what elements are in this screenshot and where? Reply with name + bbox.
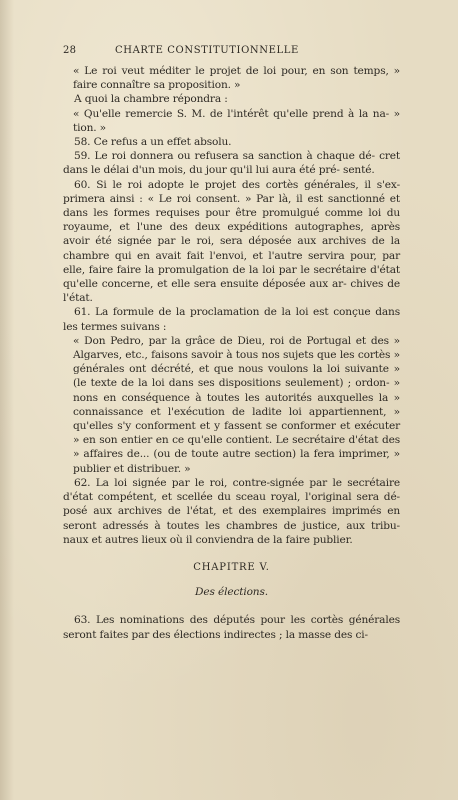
article-58: 58. Ce refus a un effet absolu. (74, 136, 232, 149)
article-61-formula: « Don Pedro, par la grâce de Dieu, roi de Portugal et des » Algarves, etc., faisons savoir à tous nos sujets que les cortès » générales ont décrété, et que nous voulons la loi suivante » (le texte de la loi dans ses dispositions seulement) ; ordon- » nons en conséquence à toutes les autorités auxquelles la » connaissance et l'exécution de ladite loi appartiennent, » qu'elles s'y conforment et y fassent se conformer et exécuter » en son entier en ce qu'elle contient. Le secrétaire d'état des » affaires de... (ou de toute autre section) la fera imprimer, » publier et distribuer. » (73, 334, 400, 475)
page-header (63, 44, 400, 58)
article-60: 60. Si le roi adopte le projet des cortès générales, il s'ex- primera ainsi : « Le roi consent. » Par là, il est sanctionné et dans les formes requises pour être promulgué comme loi du royaume, et l'une des deux expéditions autographes, après avoir été signée par le roi, sera déposée aux archives de la chambre qui en avait fait l'envoi, et l'autre servira pour, par elle, faire faire la promulgation de la loi par le secrétaire d'état qu'elle concerne, et elle sera ensuite déposée aux ar- chives de l'état. (63, 178, 400, 305)
running-title: CHARTE CONSTITUTIONNELLE (115, 45, 299, 56)
page-number: 28 (63, 45, 77, 56)
article-61: 61. La formule de la proclamation de la loi est conçue dans les termes suivans : (63, 306, 400, 333)
chapter-subtitle: Des élections. (195, 586, 268, 599)
paragraph-quote-roi: « Le roi veut méditer le projet de loi pour, en son temps, » faire connaître sa proposition. » (73, 65, 400, 92)
article-62: 62. La loi signée par le roi, contre-signée par le secrétaire d'état compétent, et scellée du sceau royal, l'original sera dé- posé aux archives de l'état, et des exemplaires imprimés en seront adressés à toutes les chambres de justice, aux tribu- naux et autres lieux où il conviendra de la faire publier. (63, 476, 400, 546)
paragraph-quote-chambre: « Qu'elle remercie S. M. de l'intérêt qu'elle prend à la na- » tion. » (73, 107, 400, 134)
paragraph-chambre-reply: A quoi la chambre répondra : (74, 93, 228, 106)
page-text-block (63, 44, 400, 642)
article-63: 63. Les nominations des députés pour les cortès générales seront faites par des élections indirectes ; la masse des ci- (63, 614, 400, 641)
article-59: 59. Le roi donnera ou refusera sa sanction à chaque dé- cret dans le délai d'un mois, du jour qu'il lui aura été pré- senté. (63, 150, 400, 177)
chapter-title: CHAPITRE V. (193, 561, 270, 573)
gutter-shadow (0, 0, 14, 800)
